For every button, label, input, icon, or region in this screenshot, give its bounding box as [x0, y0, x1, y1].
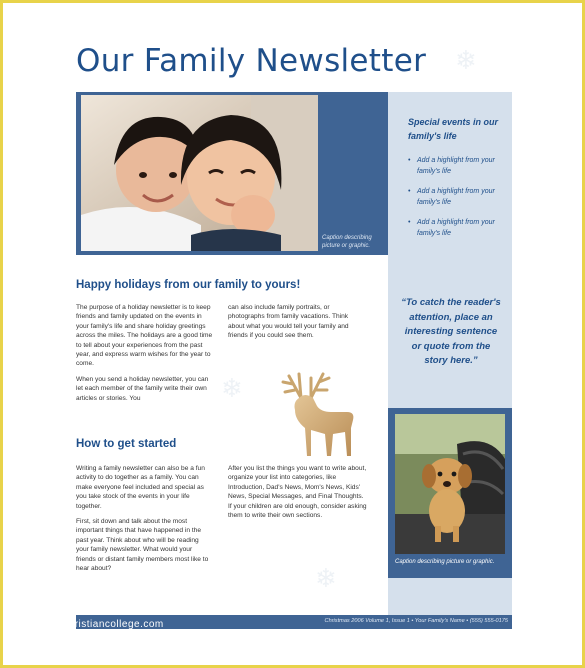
- snowflake-icon: ❄: [315, 563, 337, 593]
- holidays-column-2: [228, 303, 361, 347]
- get-started-column-2: [228, 464, 368, 526]
- sidebar-list: [408, 155, 508, 248]
- newsletter-title: Our Family Newsletter: [76, 43, 427, 79]
- snowflake-icon: ❄: [455, 45, 477, 75]
- section-heading-get-started: How to get started: [76, 438, 177, 450]
- hero-caption: Caption describing picture or graphic.: [322, 235, 372, 249]
- puppy-caption: Caption describing picture or graphic.: [395, 559, 495, 565]
- paragraph: can also include family portraits, or photographs from family vacations. Think about what you would tell your family and friends if you could see them.: [228, 304, 349, 340]
- list-item: • Add a highlight from your family's life: [408, 155, 508, 177]
- puppy-photo: [395, 414, 505, 554]
- sidebar-heading: Special events in our family's life: [408, 117, 499, 141]
- get-started-column-1: [76, 464, 213, 579]
- reindeer-icon: [271, 368, 357, 460]
- section-heading-holidays: Happy holidays from our family to yours!: [76, 279, 301, 291]
- list-item: • Add a highlight from your family's life: [408, 217, 508, 239]
- paragraph: After you list the things you want to write about, organize your list into categories, like Introduction, Dad's News, Mom's News, Kids' News, Special Messages, and Final Thoughts. If your children are old enough, consider asking them to write their own sections.: [228, 465, 367, 520]
- watermark-text: heritagechristiancollege.com: [23, 619, 164, 630]
- paragraph: The purpose of a holiday newsletter is to keep friends and family updated on the events in your family's life and share holiday greetings across the miles. The holidays are a good time to tell about your experiences from the past year, and express warm wishes for the year to come.: [76, 304, 213, 368]
- holidays-column-1: [76, 303, 213, 409]
- paragraph: When you send a holiday newsletter, you can let each member of the family write their own articles or stories. You: [76, 375, 209, 402]
- pull-quote: “To catch the reader's attention, place an interesting sentence or quote from the story here.”: [401, 297, 501, 366]
- list-item: • Add a highlight from your family's life: [408, 186, 508, 208]
- snowflake-icon: ❄: [221, 373, 243, 403]
- footer-text: Christmas 2006 Volume 1, Issue 1 • Your Family's Name • (555) 555-0175: [324, 618, 508, 624]
- paragraph: First, sit down and talk about the most important things that have happened in the past year. Think about who will be reading your family newsletter. What would your friends or distant family members most like to hear about?: [76, 518, 209, 573]
- paragraph: Writing a family newsletter can also be a fun activity to do together as a family. You can make everyone feel included and special as you take stock of the events in your life together.: [76, 465, 205, 510]
- kids-photo: [81, 95, 318, 251]
